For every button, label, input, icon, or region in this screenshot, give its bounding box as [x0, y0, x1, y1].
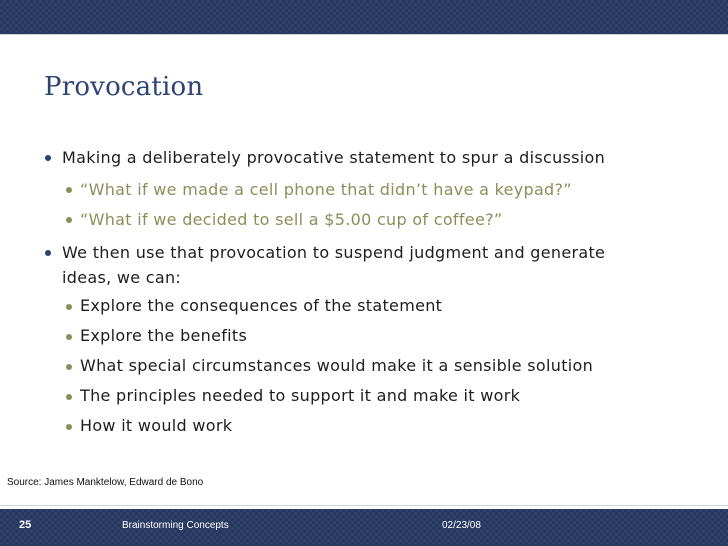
source-citation: Source: James Manktelow, Edward de Bono: [7, 477, 204, 488]
bullet-text-continuation: ideas, we can:: [62, 268, 182, 287]
bullet-text: Explore the benefits: [80, 326, 248, 345]
top-banner: [0, 0, 728, 34]
bullet-text: Making a deliberately provocative statement to spur a discussion: [62, 148, 606, 167]
bullet-text: Explore the consequences of the statement: [80, 296, 443, 315]
bullet-text: How it would work: [80, 416, 233, 435]
footer-bar: [0, 509, 728, 546]
bullet-dot: [66, 394, 72, 400]
bullet-text: “What if we made a cell phone that didn’t have a keypad?”: [80, 180, 572, 199]
bullet-text: “What if we decided to sell a $5.00 cup of coffee?”: [80, 210, 503, 229]
bullet-dot: [66, 217, 72, 223]
bullet-dot: [66, 334, 72, 340]
footer-date: 02/23/08: [442, 520, 481, 531]
bullet-text: What special circumstances would make it a sensible solution: [80, 356, 594, 375]
bullet-text: The principles needed to support it and make it work: [80, 386, 521, 405]
bullet-dot: [45, 155, 51, 161]
bullet-dot: [66, 364, 72, 370]
slide-title: Provocation: [44, 72, 204, 102]
bullet-dot: [66, 187, 72, 193]
bottom-divider: [0, 505, 728, 506]
bullet-dot: [66, 304, 72, 310]
top-divider: [0, 34, 728, 35]
bullet-dot: [45, 250, 51, 256]
page-number: 25: [19, 519, 32, 531]
bullet-text: We then use that provocation to suspend judgment and generate: [62, 243, 606, 262]
bullet-dot: [66, 424, 72, 430]
footer-title: Brainstorming Concepts: [122, 520, 229, 531]
